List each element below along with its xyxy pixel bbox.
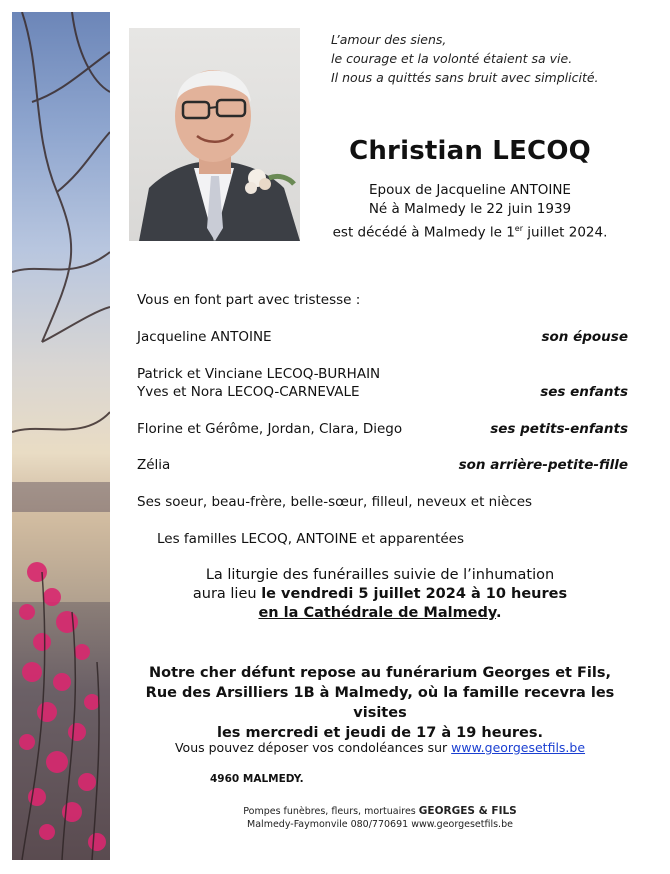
family-names: Jacqueline ANTOINE	[137, 329, 272, 345]
families-line: Les familles LECOQ, ANTOINE et apparentées	[157, 531, 465, 547]
condolences-line	[120, 738, 640, 757]
footer-services: Pompes funèbres, fleurs, mortuaires	[243, 806, 419, 817]
postal-code-line: 4960 MALMEDY.	[210, 773, 304, 785]
death-prefix: est décédé à Malmedy le 1	[332, 224, 515, 241]
extended-family-line: Ses soeur, beau-frère, belle-sœur, filleul, neveux et nièces	[137, 494, 533, 510]
deceased-name: Christian LECOQ	[349, 136, 591, 166]
footer-line1	[180, 805, 580, 818]
side-decorative-image	[12, 12, 110, 860]
deceased-details	[300, 181, 640, 243]
announcement-intro: Vous en font part avec tristesse :	[137, 292, 361, 308]
liturgy-place: en la Cathédrale de Malmedy	[258, 605, 497, 621]
branches-flowers-illustration	[12, 12, 110, 860]
death-ordinal: er	[514, 224, 523, 233]
family-relation: son arrière-petite-fille	[458, 457, 628, 473]
portrait-illustration	[129, 28, 300, 241]
quote-line: le courage et la volonté étaient sa vie.	[331, 51, 573, 66]
liturgy-line3-suffix: .	[496, 605, 502, 621]
liturgy-line2	[120, 585, 640, 604]
quote-line: L’amour des siens,	[331, 32, 447, 47]
family-relation: ses enfants	[540, 384, 628, 400]
funeral-home-footer	[180, 805, 580, 831]
footer-brand: GEORGES & FILS	[418, 805, 517, 817]
family-names: Yves et Nora LECOQ-CARNEVALE	[137, 384, 360, 400]
liturgy-line1: La liturgie des funérailles suivie de l’inhumation	[205, 567, 555, 583]
family-names: Zélia	[137, 457, 171, 473]
memorial-quote	[331, 30, 599, 87]
visitation-line1: Notre cher défunt repose au funérarium Georges et Fils,	[148, 665, 612, 681]
visitation-line3: les mercredi et jeudi de 17 à 19 heures.	[216, 725, 544, 741]
liturgy-line3	[120, 604, 640, 623]
condolences-text: Vous pouvez déposer vos condoléances sur	[174, 740, 452, 755]
family-names: Patrick et Vinciane LECOQ-BURHAIN	[137, 366, 381, 382]
family-relation: ses petits-enfants	[490, 421, 628, 437]
family-relation: son épouse	[541, 329, 628, 345]
quote-line: Il nous a quittés sans bruit avec simplicité.	[331, 70, 599, 85]
death-line	[300, 219, 640, 243]
liturgy-block	[120, 566, 640, 623]
liturgy-date: le vendredi 5 juillet 2024 à 10 heures	[261, 586, 568, 602]
family-names: Florine et Gérôme, Jordan, Clara, Diego	[137, 421, 403, 437]
portrait-photo	[129, 28, 300, 241]
death-suffix: juillet 2024.	[523, 224, 608, 241]
spouse-line: Epoux de Jacqueline ANTOINE	[369, 182, 571, 198]
footer-line2: Malmedy-Faymonvile 080/770691 www.georgesetfils.be	[247, 819, 513, 830]
birth-line: Né à Malmedy le 22 juin 1939	[368, 201, 572, 217]
visitation-block	[120, 663, 640, 743]
condolences-link[interactable]: www.georgesetfils.be	[451, 740, 586, 755]
visitation-line2: Rue des Arsilliers 1B à Malmedy, où la famille recevra les visites	[145, 685, 615, 721]
liturgy-line2-prefix: aura lieu	[192, 586, 262, 602]
